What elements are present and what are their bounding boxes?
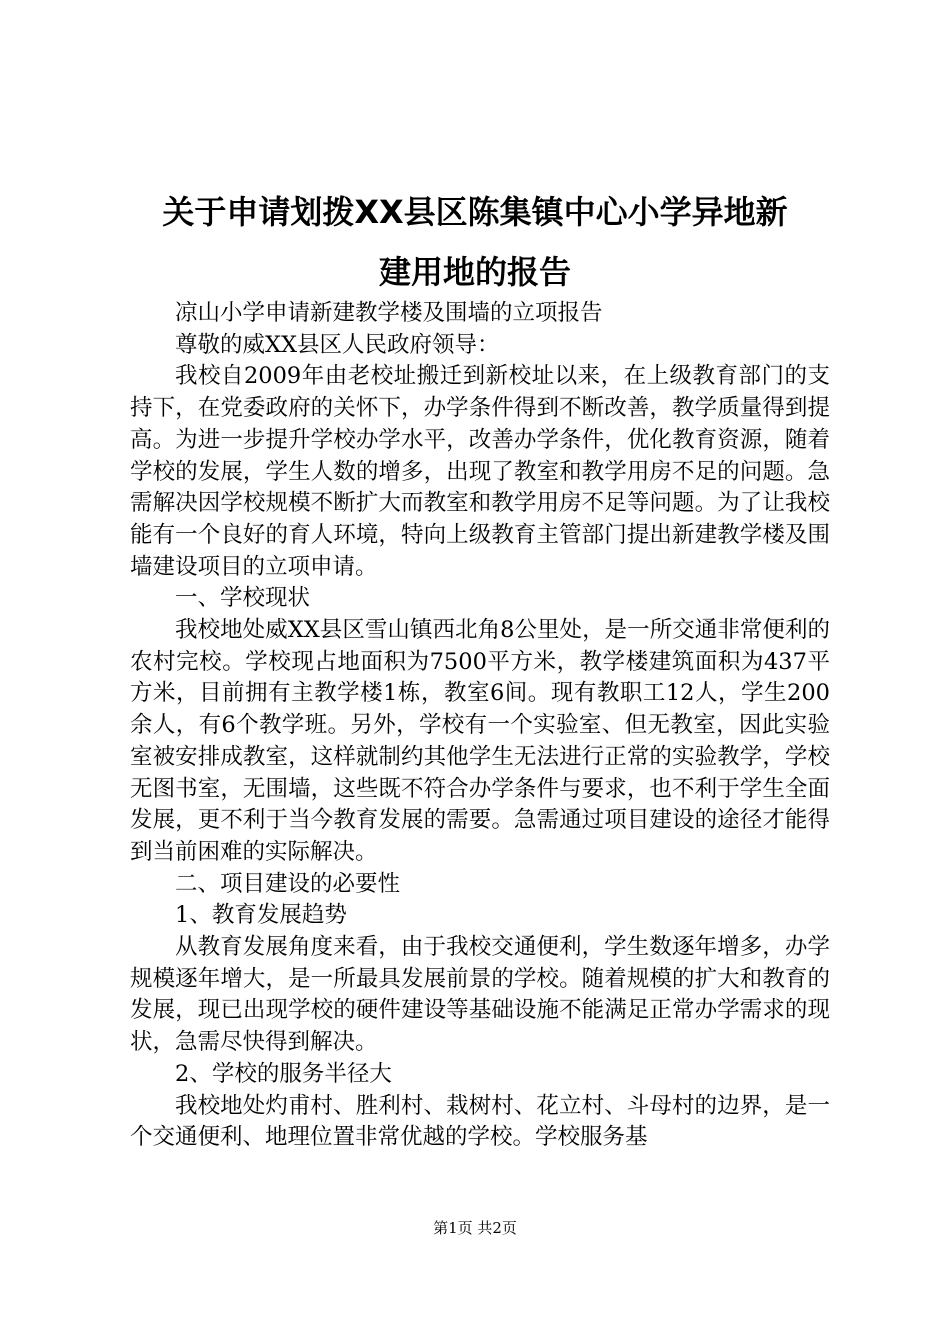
section-heading: 二、项目建设的必要性: [175, 870, 401, 897]
page-footer: 第1页 共2页: [433, 1219, 517, 1237]
body-paragraph: 我校自2009年由老校址搬迁到新校址以来，在上级教育部门的支持下，在党委政府的关怀下，办学条件得到不断改善，教学质量得到提高。为进一步提升学校办学水平，改善办学条件，优化教育资源，随着学校的发展，学生人数的增多，出现了教室和教学用房不足的问题。急需解决因学校规模不断扩大而教室和教学用房不足等问题。为了让我校能有一个良好的育人环境，特向上级教育主管部门提出新建教学楼及围墙建设项目的立项申请。: [130, 363, 830, 580]
document-body: [130, 298, 830, 1154]
body-paragraph: 从教育发展角度来看，由于我校交通便利，学生数逐年增多，办学规模逐年增大，是一所最具发展前景的学校。随着规模的扩大和教育的发展，现已出现学校的硬件建设等基础设施不能满足正常办学需求的现状，急需尽快得到解决。: [130, 934, 830, 1056]
document-title-line1: 关于申请划拨XX县区陈集镇中心小学异地新: [162, 193, 788, 231]
salutation-paragraph: 尊敬的威XX县区人民政府领导：: [175, 331, 500, 358]
subsection-heading: 1、教育发展趋势: [175, 902, 347, 929]
subsection-heading: 2、学校的服务半径大: [175, 1060, 392, 1087]
document-title-line2: 建用地的报告: [378, 253, 571, 291]
section-heading: 一、学校现状: [175, 585, 311, 612]
subtitle-paragraph: 凉山小学申请新建教学楼及围墙的立项报告: [175, 300, 603, 326]
body-paragraph: 我校地处威XX县区雪山镇西北角8公里处，是一所交通非常便利的农村完校。学校现占地面积为7500平方米，教学楼建筑面积为437平方米，目前拥有主教学楼1栋，教室6间。现有教职工12人，学生200余人，有6个教学班。另外，学校有一个实验室、但无教室，因此实验室被安排成教室，这样就制约其他学生无法进行正常的实验教学，学校无图书室，无围墙，这些既不符合办学条件与要求，也不利于学生全面发展，更不利于当今教育发展的需要。急需通过项目建设的途径才能得到当前困难的实际解决。: [130, 617, 830, 865]
body-paragraph: 我校地处灼甫村、胜利村、栽树村、花立村、斗母村的边界，是一个交通便利、地理位置非常优越的学校。学校服务基: [130, 1092, 830, 1151]
